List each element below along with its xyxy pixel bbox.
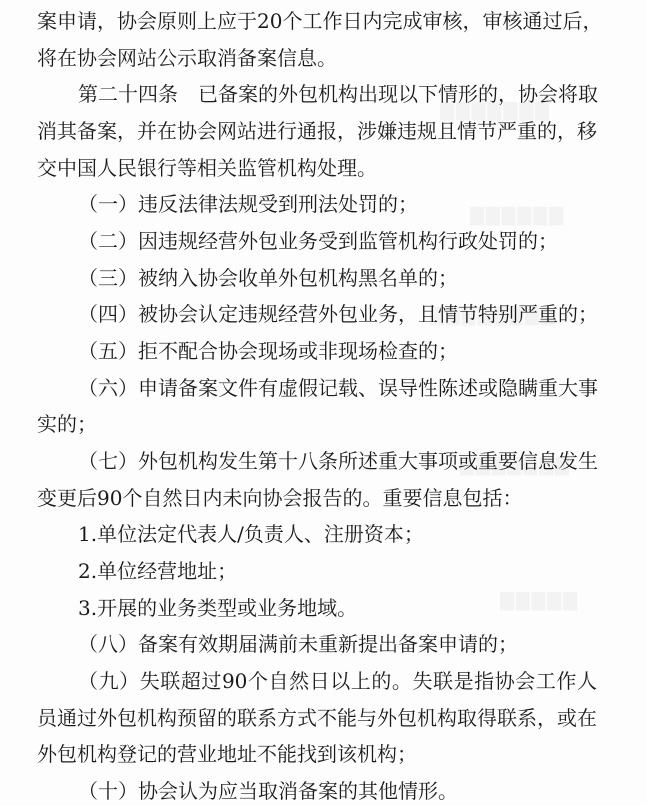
sub-item: 2.单位经营地址； (78, 559, 238, 583)
bleed-through-texture (500, 590, 579, 611)
list-item: （三）被纳入协会收单外包机构黑名单的； (78, 266, 458, 290)
sub-item: 3.开展的业务类型或业务地域。 (78, 596, 358, 620)
bleed-through-texture (470, 205, 565, 226)
list-item: （一）违反法律法规受到刑法处罚的； (78, 192, 418, 216)
article-heading-line: 第二十四条 已备案的外包机构出现以下情形的，协会将取 (78, 82, 598, 106)
text-line: 案申请，协会原则上应于20个工作日内完成审核，审核通过后， (37, 9, 603, 33)
text-line: 实的； (37, 412, 97, 436)
text-line: 交中国人民银行等相关监管机构处理。 (37, 156, 377, 180)
text-line: 员通过外包机构预留的联系方式不能与外包机构取得联系，或在 (37, 706, 597, 730)
text-line: 消其备案，并在协会网站进行通报，涉嫌违规且情节严重的，移 (37, 119, 597, 143)
list-item: （九）失联超过90个自然日以上的。失联是指协会工作人 (78, 669, 597, 693)
list-item: （十）协会认为应当取消备案的其他情形。 (78, 779, 458, 803)
text-line: 外包机构登记的营业地址不能找到该机构； (37, 742, 417, 766)
list-item: （五）拒不配合协会现场或非现场检查的； (78, 339, 458, 363)
list-item: （八）备案有效期届满前未重新提出备案申请的； (78, 632, 518, 656)
list-item: （七）外包机构发生第十八条所述重大事项或重要信息发生 (78, 449, 598, 473)
list-item: （四）被协会认定违规经营外包业务，且情节特别严重的； (78, 302, 598, 326)
list-item: （二）因违规经营外包业务受到监管机构行政处罚的； (78, 229, 558, 253)
text-line: 将在协会网站公示取消备案信息。 (37, 46, 337, 70)
text-line: 变更后90个自然日内未向协会报告的。重要信息包括： (37, 486, 523, 510)
sub-item: 1.单位法定代表人/负责人、注册资本； (78, 522, 424, 546)
list-item: （六）申请备案文件有虚假记载、误导性陈述或隐瞒重大事 (78, 376, 598, 400)
